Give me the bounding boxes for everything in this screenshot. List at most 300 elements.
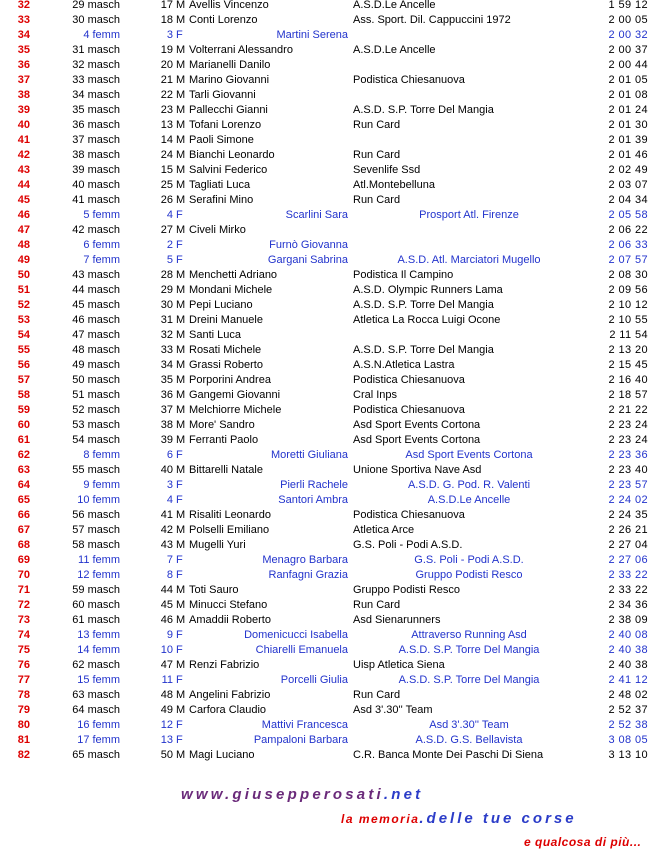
sex-cell: F (176, 494, 183, 506)
table-row (0, 73, 661, 88)
club-cell: Run Card (353, 599, 401, 611)
time-cell: 2 03 07 (608, 179, 648, 191)
time-cell: 2 52 38 (608, 719, 648, 731)
category-rank-cell: 32 masch (72, 59, 120, 71)
club-cell: Unione Sportiva Nave Asd (353, 464, 482, 476)
table-row (0, 328, 661, 343)
class-rank-cell: 33 (160, 344, 173, 356)
table-row (0, 673, 661, 688)
category-rank-cell: 46 masch (72, 314, 120, 326)
sex-cell: F (176, 29, 183, 41)
class-rank-cell: 49 (160, 704, 173, 716)
class-rank-cell: 35 (160, 374, 173, 386)
sex-cell: F (176, 449, 183, 461)
athlete-name-cell: Chiarelli Emanuela (255, 644, 348, 656)
category-rank-cell: 15 femm (77, 674, 120, 686)
category-rank-cell: 41 masch (72, 194, 120, 206)
table-row (0, 313, 661, 328)
table-row (0, 298, 661, 313)
time-cell: 2 00 05 (608, 14, 648, 26)
category-rank-cell: 11 femm (78, 554, 120, 566)
class-rank-cell: 19 (160, 44, 173, 56)
sex-cell: M (176, 704, 186, 716)
club-cell: Run Card (353, 149, 401, 161)
time-cell: 2 00 32 (608, 29, 648, 41)
athlete-name-cell: Moretti Giuliana (270, 449, 348, 461)
club-cell: Sevenlife Ssd (353, 164, 421, 176)
sex-cell: M (176, 119, 186, 131)
athlete-name-cell: Menagro Barbara (262, 554, 348, 566)
time-cell: 2 07 57 (608, 254, 648, 266)
time-cell: 2 01 24 (608, 104, 648, 116)
category-rank-cell: 8 femm (83, 449, 120, 461)
club-cell: A.S.D. S.P. Torre Del Mangia (353, 104, 494, 116)
table-row (0, 478, 661, 493)
sex-cell: F (176, 569, 183, 581)
position-cell: 47 (17, 224, 30, 236)
time-cell: 2 06 22 (608, 224, 648, 236)
category-rank-cell: 38 masch (72, 149, 120, 161)
position-cell: 69 (17, 554, 30, 566)
class-rank-cell: 50 (160, 749, 173, 761)
club-cell: Podistica Chiesanuova (353, 374, 465, 386)
category-rank-cell: 4 femm (83, 29, 120, 41)
athlete-name-cell: Tagliati Luca (189, 179, 251, 191)
club-cell: A.S.D.Le Ancelle (427, 494, 511, 506)
position-cell: 73 (17, 614, 30, 626)
category-rank-cell: 65 masch (72, 749, 120, 761)
athlete-name-cell: Civeli Mirko (189, 224, 246, 236)
category-rank-cell: 9 femm (83, 479, 120, 491)
class-rank-cell: 23 (160, 104, 173, 116)
athlete-name-cell: Pierli Rachele (280, 479, 348, 491)
category-rank-cell: 34 masch (72, 89, 120, 101)
time-cell: 2 04 34 (608, 194, 648, 206)
tagline: e qualcosa di più... (524, 835, 642, 849)
table-row (0, 0, 661, 13)
class-rank-cell: 7 (166, 554, 173, 566)
athlete-name-cell: Tarli Giovanni (189, 89, 256, 101)
club-cell: Ass. Sport. Dil. Cappuccini 1972 (353, 14, 511, 26)
position-cell: 58 (17, 389, 30, 401)
footer (0, 780, 661, 860)
athlete-name-cell: Renzi Fabrizio (189, 659, 260, 671)
position-cell: 68 (17, 539, 30, 551)
sex-cell: M (176, 14, 186, 26)
table-row (0, 418, 661, 433)
class-rank-cell: 25 (160, 179, 173, 191)
class-rank-cell: 26 (160, 194, 173, 206)
position-cell: 78 (17, 689, 30, 701)
club-cell: Asd 3'.30'' Team (353, 704, 433, 716)
category-rank-cell: 36 masch (72, 119, 120, 131)
class-rank-cell: 14 (160, 134, 173, 146)
category-rank-cell: 44 masch (72, 284, 120, 296)
athlete-name-cell: Risaliti Leonardo (189, 509, 271, 521)
category-rank-cell: 7 femm (83, 254, 120, 266)
class-rank-cell: 43 (160, 539, 173, 551)
table-row (0, 448, 661, 463)
table-row (0, 223, 661, 238)
athlete-name-cell: Magi Luciano (189, 749, 255, 761)
sex-cell: M (176, 164, 186, 176)
class-rank-cell: 30 (160, 299, 173, 311)
athlete-name-cell: Ferranti Paolo (189, 434, 259, 446)
category-rank-cell: 42 masch (72, 224, 120, 236)
category-rank-cell: 39 masch (72, 164, 120, 176)
class-rank-cell: 10 (160, 644, 173, 656)
time-cell: 3 13 10 (608, 749, 648, 761)
athlete-name-cell: Mattivi Francesca (261, 719, 348, 731)
time-cell: 2 24 02 (608, 494, 648, 506)
athlete-name-cell: Avellis Vincenzo (189, 0, 269, 11)
class-rank-cell: 18 (160, 14, 173, 26)
category-rank-cell: 55 masch (72, 464, 120, 476)
club-cell: Gruppo Podisti Resco (353, 584, 460, 596)
position-cell: 34 (17, 29, 30, 41)
site-link[interactable] (181, 786, 423, 803)
athlete-name-cell: Porcelli Giulia (280, 674, 348, 686)
category-rank-cell: 57 masch (72, 524, 120, 536)
class-rank-cell: 47 (160, 659, 173, 671)
table-row (0, 703, 661, 718)
category-rank-cell: 48 masch (72, 344, 120, 356)
category-rank-cell: 54 masch (72, 434, 120, 446)
class-rank-cell: 28 (160, 269, 173, 281)
athlete-name-cell: Pampaloni Barbara (253, 734, 348, 746)
position-cell: 41 (17, 134, 30, 146)
category-rank-cell: 47 masch (72, 329, 120, 341)
sex-cell: M (176, 599, 186, 611)
table-row (0, 193, 661, 208)
time-cell: 2 06 33 (608, 239, 648, 251)
sex-cell: M (176, 374, 186, 386)
table-row (0, 208, 661, 223)
class-rank-cell: 2 (166, 239, 173, 251)
position-cell: 59 (17, 404, 30, 416)
sex-cell: M (176, 434, 186, 446)
sex-cell: M (176, 314, 186, 326)
table-row (0, 613, 661, 628)
class-rank-cell: 48 (160, 689, 173, 701)
athlete-name-cell: Toti Sauro (189, 584, 239, 596)
table-row (0, 148, 661, 163)
category-rank-cell: 50 masch (72, 374, 120, 386)
table-row (0, 508, 661, 523)
sex-cell: M (176, 269, 186, 281)
club-cell: A.S.D. Atl. Marciatori Mugello (397, 254, 541, 266)
sex-cell: M (176, 359, 186, 371)
class-rank-cell: 34 (160, 359, 173, 371)
category-rank-cell: 61 masch (72, 614, 120, 626)
club-cell: A.S.D. G.S. Bellavista (415, 734, 523, 746)
athlete-name-cell: Domenicucci Isabella (244, 629, 348, 641)
position-cell: 75 (17, 644, 30, 656)
time-cell: 2 00 37 (608, 44, 648, 56)
category-rank-cell: 14 femm (77, 644, 120, 656)
sex-cell: F (176, 734, 183, 746)
sex-cell: M (176, 74, 186, 86)
category-rank-cell: 58 masch (72, 539, 120, 551)
class-rank-cell: 32 (160, 329, 173, 341)
sex-cell: M (176, 539, 186, 551)
class-rank-cell: 21 (160, 74, 173, 86)
club-cell: Atl.Montebelluna (353, 179, 435, 191)
time-cell: 2 01 30 (608, 119, 648, 131)
athlete-name-cell: Conti Lorenzo (189, 14, 258, 26)
category-rank-cell: 60 masch (72, 599, 120, 611)
class-rank-cell: 41 (160, 509, 173, 521)
time-cell: 2 05 58 (608, 209, 648, 221)
table-row (0, 718, 661, 733)
class-rank-cell: 37 (160, 404, 173, 416)
sex-cell: M (176, 134, 186, 146)
athlete-name-cell: Ranfagni Grazia (268, 569, 348, 581)
athlete-name-cell: Minucci Stefano (189, 599, 268, 611)
position-cell: 36 (17, 59, 30, 71)
time-cell: 2 33 22 (608, 569, 648, 581)
sex-cell: F (176, 254, 183, 266)
table-row (0, 103, 661, 118)
club-cell: A.S.D. G. Pod. R. Valenti (407, 479, 531, 491)
time-cell: 2 24 35 (608, 509, 648, 521)
position-cell: 42 (17, 149, 30, 161)
sex-cell: M (176, 404, 186, 416)
club-cell: Run Card (353, 119, 401, 131)
table-row (0, 463, 661, 478)
sex-cell: F (176, 644, 183, 656)
club-cell: A.S.D. S.P. Torre Del Mangia (353, 344, 494, 356)
position-cell: 64 (17, 479, 30, 491)
class-rank-cell: 40 (160, 464, 173, 476)
category-rank-cell: 16 femm (77, 719, 120, 731)
position-cell: 43 (17, 164, 30, 176)
position-cell: 80 (17, 719, 30, 731)
table-row (0, 283, 661, 298)
time-cell: 2 23 40 (608, 464, 648, 476)
time-cell: 2 15 45 (608, 359, 648, 371)
sex-cell: M (176, 89, 186, 101)
position-cell: 35 (17, 44, 30, 56)
position-cell: 37 (17, 74, 30, 86)
athlete-name-cell: Menchetti Adriano (189, 269, 278, 281)
site-name: www.giusepperosati (181, 786, 384, 803)
table-row (0, 688, 661, 703)
position-cell: 39 (17, 104, 30, 116)
class-rank-cell: 22 (160, 89, 173, 101)
sex-cell: M (176, 419, 186, 431)
table-row (0, 163, 661, 178)
class-rank-cell: 29 (160, 284, 173, 296)
position-cell: 38 (17, 89, 30, 101)
table-row (0, 43, 661, 58)
sex-cell: M (176, 689, 186, 701)
table-row (0, 358, 661, 373)
sex-cell: M (176, 224, 186, 236)
club-cell: A.S.D. S.P. Torre Del Mangia (398, 674, 540, 686)
class-rank-cell: 11 (161, 674, 173, 686)
category-rank-cell: 63 masch (72, 689, 120, 701)
position-cell: 56 (17, 359, 30, 371)
athlete-name-cell: Melchiorre Michele (189, 404, 282, 416)
class-rank-cell: 24 (160, 149, 173, 161)
position-cell: 66 (17, 509, 30, 521)
category-rank-cell: 6 femm (83, 239, 120, 251)
table-row (0, 133, 661, 148)
class-rank-cell: 9 (166, 629, 173, 641)
class-rank-cell: 3 (166, 479, 173, 491)
sex-cell: M (176, 194, 186, 206)
athlete-name-cell: Santori Ambra (278, 494, 348, 506)
category-rank-cell: 40 masch (72, 179, 120, 191)
sex-cell: F (176, 479, 183, 491)
sex-cell: M (176, 284, 186, 296)
time-cell: 2 08 30 (608, 269, 648, 281)
time-cell: 2 52 37 (608, 704, 648, 716)
table-row (0, 538, 661, 553)
sex-cell: M (176, 584, 186, 596)
athlete-name-cell: Angelini Fabrizio (189, 689, 271, 701)
category-rank-cell: 56 masch (72, 509, 120, 521)
table-row (0, 523, 661, 538)
slogan-part2: .delle tue corse (419, 810, 577, 827)
sex-cell: M (176, 749, 186, 761)
category-rank-cell: 53 masch (72, 419, 120, 431)
category-rank-cell: 30 masch (72, 14, 120, 26)
category-rank-cell: 37 masch (72, 134, 120, 146)
class-rank-cell: 46 (160, 614, 173, 626)
sex-cell: F (176, 719, 183, 731)
time-cell: 2 10 12 (608, 299, 648, 311)
time-cell: 2 27 04 (608, 539, 648, 551)
club-cell: Asd Sport Events Cortona (353, 434, 481, 446)
position-cell: 54 (17, 329, 30, 341)
time-cell: 2 09 56 (608, 284, 648, 296)
club-cell: G.S. Poli - Podi A.S.D. (353, 539, 463, 551)
athlete-name-cell: Martini Serena (276, 29, 348, 41)
time-cell: 2 23 24 (608, 434, 648, 446)
club-cell: Uisp Atletica Siena (353, 659, 445, 671)
time-cell: 2 11 54 (609, 329, 648, 341)
class-rank-cell: 38 (160, 419, 173, 431)
category-rank-cell: 51 masch (72, 389, 120, 401)
athlete-name-cell: Gangemi Giovanni (189, 389, 281, 401)
table-row (0, 13, 661, 28)
class-rank-cell: 13 (160, 734, 173, 746)
class-rank-cell: 45 (160, 599, 173, 611)
club-cell: Podistica Chiesanuova (353, 404, 465, 416)
class-rank-cell: 36 (160, 389, 173, 401)
position-cell: 81 (17, 734, 30, 746)
sex-cell: F (176, 629, 183, 641)
club-cell: A.S.D. S.P. Torre Del Mangia (353, 299, 494, 311)
athlete-name-cell: Salvini Federico (189, 164, 268, 176)
athlete-name-cell: Bittarelli Natale (189, 464, 263, 476)
position-cell: 74 (17, 629, 30, 641)
athlete-name-cell: Pepi Luciano (189, 299, 253, 311)
sex-cell: M (176, 44, 186, 56)
class-rank-cell: 4 (166, 494, 173, 506)
sex-cell: M (176, 659, 186, 671)
category-rank-cell: 52 masch (72, 404, 120, 416)
sex-cell: M (176, 464, 186, 476)
position-cell: 79 (17, 704, 30, 716)
class-rank-cell: 8 (166, 569, 173, 581)
table-row (0, 268, 661, 283)
class-rank-cell: 4 (166, 209, 173, 221)
category-rank-cell: 13 femm (77, 629, 120, 641)
club-cell: A.S.D. S.P. Torre Del Mangia (398, 644, 540, 656)
position-cell: 70 (17, 569, 30, 581)
table-row (0, 388, 661, 403)
time-cell: 2 48 02 (608, 689, 648, 701)
table-row (0, 553, 661, 568)
sex-cell: M (176, 329, 186, 341)
club-cell: Podistica Chiesanuova (353, 74, 465, 86)
position-cell: 55 (17, 344, 30, 356)
club-cell: Run Card (353, 689, 401, 701)
time-cell: 2 40 38 (608, 659, 648, 671)
club-cell: Run Card (353, 194, 401, 206)
table-row (0, 493, 661, 508)
club-cell: Atletica Arce (353, 524, 415, 536)
club-cell: C.R. Banca Monte Dei Paschi Di Siena (353, 749, 544, 761)
sex-cell: M (176, 524, 186, 536)
athlete-name-cell: Amaddii Roberto (189, 614, 271, 626)
sex-cell: M (176, 389, 186, 401)
athlete-name-cell: Marianelli Danilo (189, 59, 271, 71)
position-cell: 40 (17, 119, 30, 131)
table-row (0, 343, 661, 358)
time-cell: 2 40 08 (608, 629, 648, 641)
club-cell: Prosport Atl. Firenze (419, 209, 519, 221)
slogan (341, 810, 577, 827)
sex-cell: M (176, 509, 186, 521)
class-rank-cell: 31 (160, 314, 173, 326)
position-cell: 60 (17, 419, 30, 431)
table-row (0, 178, 661, 193)
category-rank-cell: 49 masch (72, 359, 120, 371)
club-cell: Podistica Il Campino (353, 269, 454, 281)
time-cell: 2 10 55 (608, 314, 648, 326)
position-cell: 76 (17, 659, 30, 671)
athlete-name-cell: Gargani Sabrina (267, 254, 348, 266)
athlete-name-cell: Porporini Andrea (189, 374, 271, 386)
athlete-name-cell: Carfora Claudio (189, 704, 267, 716)
table-row (0, 28, 661, 43)
athlete-name-cell: Paoli Simone (189, 134, 254, 146)
class-rank-cell: 6 (166, 449, 173, 461)
sex-cell: M (176, 614, 186, 626)
position-cell: 49 (17, 254, 30, 266)
position-cell: 62 (17, 449, 30, 461)
position-cell: 67 (17, 524, 30, 536)
club-cell: Asd 3'.30'' Team (429, 719, 509, 731)
position-cell: 52 (17, 299, 30, 311)
category-rank-cell: 17 femm (77, 734, 120, 746)
sex-cell: F (176, 209, 183, 221)
category-rank-cell: 59 masch (72, 584, 120, 596)
position-cell: 51 (17, 284, 30, 296)
table-row (0, 433, 661, 448)
category-rank-cell: 5 femm (83, 209, 120, 221)
category-rank-cell: 33 masch (72, 74, 120, 86)
position-cell: 65 (17, 494, 30, 506)
position-cell: 44 (17, 179, 30, 191)
table-row (0, 238, 661, 253)
sex-cell: M (176, 179, 186, 191)
time-cell: 2 21 22 (608, 404, 648, 416)
